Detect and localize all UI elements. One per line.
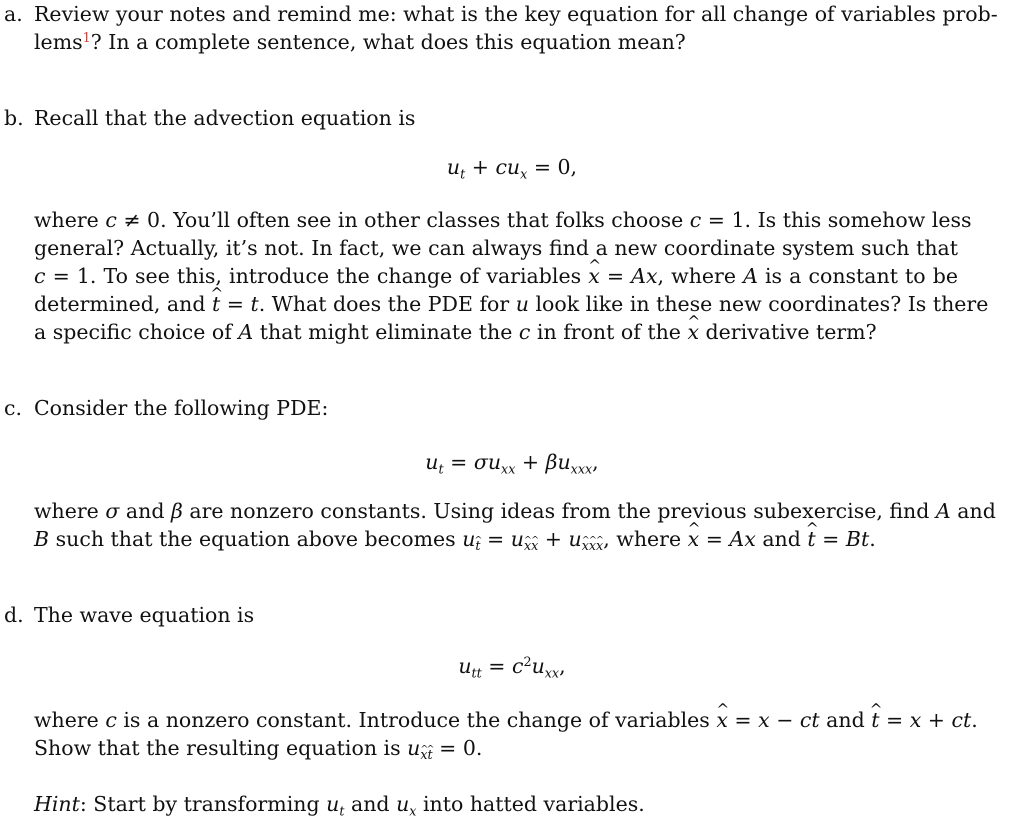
part-b-line-1: where c ≠ 0. You’ll often see in other classes that folks choose c = 1. Is this somehow less (34, 208, 972, 232)
advection-equation: $u_t + cu_x = 0$, (446, 155, 578, 182)
part-c-label: c. (4, 396, 22, 420)
part-b-line-5: a specific choice of A that might eliminate the c in front of the ^ x derivative term? (34, 318, 877, 346)
part-c-line-1: where σ and β are nonzero constants. Using ideas from the previous subexercise, find A and (34, 499, 996, 523)
part-a-label: a. (4, 2, 23, 26)
part-b-intro: Recall that the advection equation is (34, 106, 416, 130)
wave-equation: $u_{tt} = c^2u_{xx}$, (458, 654, 566, 681)
part-d-intro: The wave equation is (34, 603, 255, 627)
part-d-label: d. (4, 603, 24, 627)
part-b-label: b. (4, 106, 24, 130)
hint-line: Hint: Start by transforming $u_t$ and $u_x$ into hatted variables. (34, 792, 645, 819)
part-a-line-1: Review your notes and remind me: what is the key equation for all change of variables prob- (34, 2, 998, 26)
part-a-line-2: lems$^1$? In a complete sentence, what does this equation mean? (34, 30, 686, 54)
part-d-line-1: where c is a nonzero constant. Introduce the change of variables ^ x = x − ct and ^ t = x + ct. (34, 706, 958, 734)
part-b-line-4: determined, and ^ t = t. What does the PDE for u look like in these new coordinates? Is there (34, 290, 958, 318)
part-c-intro: Consider the following PDE: (34, 396, 329, 420)
part-d-line-2: Show that the resulting equation is $u_{xt} = 0$. (34, 736, 483, 763)
footnote-marker[interactable]: 1 (82, 30, 91, 46)
pde-equation: $u_t = \sigma u_{xx} + \beta u_{xxx}$, (425, 450, 599, 477)
part-c-line-2: B such that the equation above becomes $u_t = u_{xx} + u_{xxx}$, where ^ x = Ax and ^ t = Bt. (34, 525, 876, 553)
part-b-line-2: general? Actually, it’s not. In fact, we can always find a new coordinate system such that (34, 236, 958, 260)
part-b-line-3: c = 1. To see this, introduce the change of variables ^ x = Ax, where A is a constant to be (34, 262, 958, 290)
hint-label: Hint (34, 792, 80, 816)
